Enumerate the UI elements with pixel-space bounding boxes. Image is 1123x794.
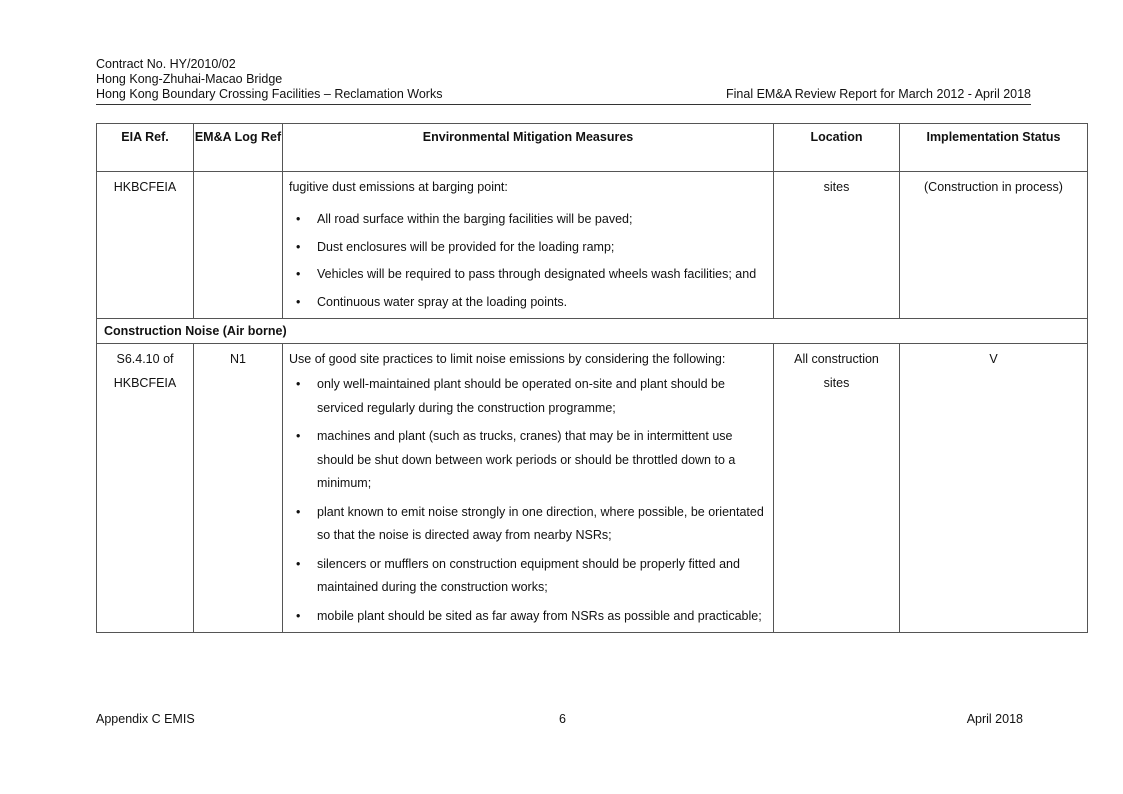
list-item: • All road surface within the barging facilities will be paved; (289, 208, 765, 232)
table-header-row (97, 124, 1088, 172)
bullet-icon: • (296, 267, 301, 281)
header-row (96, 87, 1031, 102)
status-cell: (Construction in process) (900, 172, 1088, 319)
col-header-measures: Environmental Mitigation Measures (283, 124, 774, 172)
col-header-eia-ref: EIA Ref. (97, 124, 194, 172)
list-item: • mobile plant should be sited as far away from NSRs as possible and practicable; (289, 605, 765, 629)
col-header-log-ref: EM&A Log Ref (194, 124, 283, 172)
list-item: • only well-maintained plant should be operated on-site and plant should be serviced regularly during the construction programme; (289, 373, 765, 420)
bullet-icon: • (296, 239, 301, 254)
bullet-icon: • (296, 556, 301, 571)
bullet-icon: • (296, 504, 301, 519)
project-name: Hong Kong-Zhuhai-Macao Bridge (96, 72, 283, 86)
log-ref-cell: N1 (194, 344, 283, 633)
measures-cell (283, 172, 774, 319)
location-cell: All construction sites (774, 344, 900, 633)
log-ref-cell (194, 172, 283, 319)
report-title: Final EM&A Review Report for March 2012 - April 2018 (726, 87, 1031, 101)
contract-number: Contract No. HY/2010/02 (96, 57, 236, 71)
eia-ref-cell: S6.4.10 of HKBCFEIA (97, 344, 194, 633)
list-item: • Continuous water spray at the loading points. (289, 291, 765, 315)
list-item: • Dust enclosures will be provided for the loading ramp; (289, 236, 765, 260)
list-item: • Vehicles will be required to pass through designated wheels wash facilities; and (289, 263, 765, 287)
list-item: • silencers or mufflers on construction equipment should be properly fitted and maintained during the construction works; (289, 553, 765, 600)
list-item: • machines and plant (such as trucks, cranes) that may be in intermittent use should be shut down between work periods or should be throttled down to a minimum; (289, 425, 765, 496)
page-number: 6 (559, 712, 566, 726)
bullet-icon: • (296, 212, 301, 226)
col-header-status: Implementation Status (900, 124, 1088, 172)
measure-intro: fugitive dust emissions at barging point: (289, 180, 508, 194)
footer-left: Appendix C EMIS (96, 712, 195, 726)
section-row (97, 319, 1088, 344)
bullet-icon: • (296, 294, 301, 309)
works-name: Hong Kong Boundary Crossing Facilities – Reclamation Works (96, 87, 443, 101)
bullet-icon: • (296, 608, 301, 623)
table-row (97, 344, 1088, 633)
table-row (97, 172, 1088, 319)
bullet-icon: • (296, 377, 301, 391)
bullet-icon: • (296, 429, 301, 443)
header-divider (96, 104, 1031, 105)
status-cell: V (900, 344, 1088, 633)
emis-table (96, 123, 1088, 633)
location-cell: sites (774, 172, 900, 319)
list-item: • plant known to emit noise strongly in one direction, where possible, be orientated so that the noise is directed away from nearby NSRs; (289, 501, 765, 548)
measure-intro: Use of good site practices to limit noise emissions by considering the following: (289, 352, 726, 366)
footer-date: April 2018 (966, 712, 1023, 726)
page-header (96, 57, 1031, 102)
section-title: Construction Noise (Air borne) (97, 319, 1088, 344)
eia-ref-cell: HKBCFEIA (97, 172, 194, 319)
measures-cell (283, 344, 774, 633)
col-header-location: Location (774, 124, 900, 172)
